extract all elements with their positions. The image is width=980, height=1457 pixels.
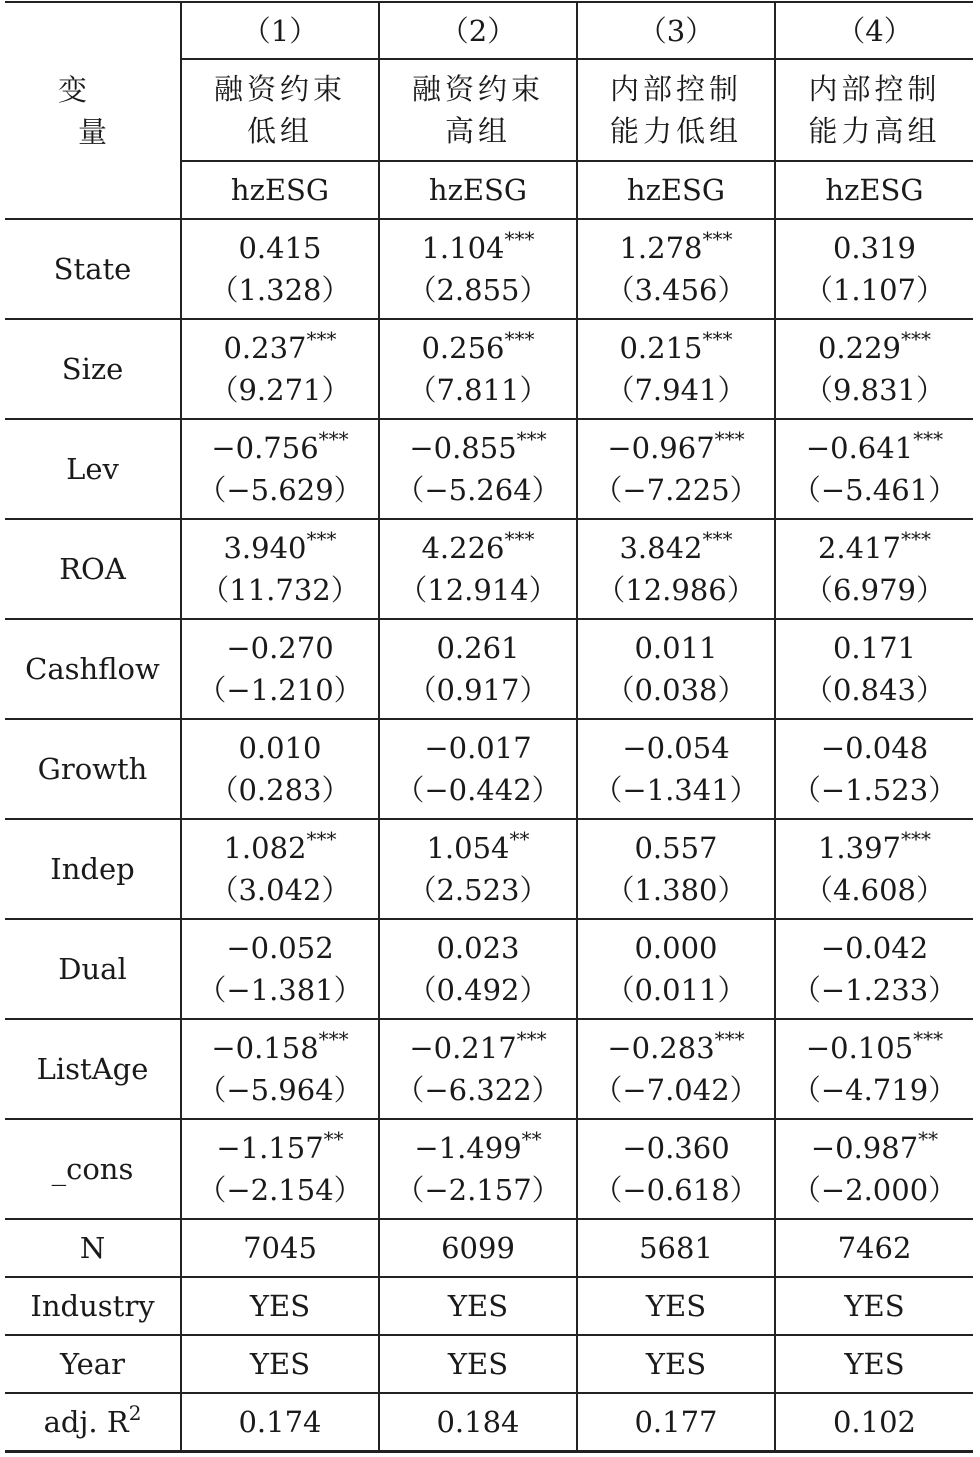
coefficient-value: 0.011 <box>634 631 718 665</box>
adj-r2-row <box>5 1393 973 1452</box>
table-row <box>5 1019 973 1119</box>
coefficient <box>182 927 378 969</box>
coefficient-value: 3.842 <box>619 531 703 565</box>
significance-stars: *** <box>306 327 337 351</box>
coefficient <box>776 927 973 969</box>
summary-row <box>5 1277 973 1335</box>
t-statistic: （11.732） <box>200 573 360 607</box>
coefficient-value: −1.157 <box>216 1131 324 1165</box>
significance-stars: *** <box>702 227 733 251</box>
coefficient-cell <box>379 419 577 519</box>
coefficient-value: −0.270 <box>226 631 334 665</box>
coefficient <box>380 1127 576 1169</box>
coefficient-cell <box>775 1019 973 1119</box>
coefficient <box>380 827 576 869</box>
summary-value: 6099 <box>379 1219 577 1277</box>
t-statistic: （4.608） <box>803 873 946 907</box>
coefficient-value: 0.237 <box>223 331 307 365</box>
coefficient-value: 0.261 <box>436 631 520 665</box>
coefficient <box>776 827 973 869</box>
coefficient-cell <box>379 919 577 1019</box>
t-statistic: （−0.618） <box>593 1173 759 1207</box>
significance-stars: *** <box>714 427 745 451</box>
t-statistic: （3.456） <box>605 273 747 307</box>
coefficient-value: 1.104 <box>421 231 505 265</box>
variable-header-label: 变 量 <box>57 72 147 149</box>
header-row-numbers <box>5 2 973 59</box>
significance-stars: *** <box>702 527 733 551</box>
significance-stars: *** <box>318 427 349 451</box>
t-statistic: （9.831） <box>803 373 946 407</box>
t-statistic: （−1.523） <box>791 773 958 807</box>
significance-stars: *** <box>702 327 733 351</box>
coefficient-value: 1.082 <box>223 831 307 865</box>
coefficient-value: 0.229 <box>817 331 902 365</box>
t-statistic: （−5.629） <box>197 473 363 507</box>
coefficient <box>578 327 774 369</box>
coefficient <box>776 327 973 369</box>
significance-stars: *** <box>306 827 337 851</box>
r2-value: 0.177 <box>577 1393 775 1452</box>
coefficient <box>776 227 973 269</box>
coefficient-cell <box>379 719 577 819</box>
coefficient-value: 0.256 <box>421 331 505 365</box>
coefficient <box>578 427 774 469</box>
coefficient-cell <box>577 419 775 519</box>
col-name: 融资约束 低组 <box>181 59 379 161</box>
significance-stars: *** <box>901 527 932 551</box>
coefficient-cell <box>379 819 577 919</box>
coefficient-value: 0.010 <box>238 731 322 765</box>
significance-stars: *** <box>901 327 932 351</box>
coefficient-value: 0.171 <box>832 631 917 665</box>
coefficient <box>776 427 973 469</box>
coefficient-cell <box>775 1119 973 1219</box>
coefficient-value: 1.054 <box>426 831 510 865</box>
coefficient-value: −0.855 <box>409 431 517 465</box>
t-statistic: （−5.461） <box>791 473 958 507</box>
summary-value: YES <box>379 1335 577 1393</box>
coefficient-value: −0.158 <box>211 1031 319 1065</box>
coefficient-cell <box>181 319 379 419</box>
t-statistic: （−2.157） <box>395 1173 561 1207</box>
summary-value: 7462 <box>775 1219 973 1277</box>
t-statistic: （0.492） <box>407 973 549 1007</box>
significance-stars: ** <box>323 1127 344 1151</box>
t-statistic: （1.107） <box>803 273 946 307</box>
coefficient <box>182 227 378 269</box>
t-statistic: （0.011） <box>605 973 747 1007</box>
t-statistic: （−1.341） <box>593 773 759 807</box>
coefficient-cell <box>577 1119 775 1219</box>
t-statistic: （1.328） <box>209 273 351 307</box>
coefficient-value: 0.557 <box>634 831 718 865</box>
coefficient-cell <box>577 919 775 1019</box>
significance-stars: *** <box>913 1027 944 1051</box>
coefficient <box>776 1027 973 1069</box>
summary-value: YES <box>577 1335 775 1393</box>
summary-value: YES <box>577 1277 775 1335</box>
coefficient-cell <box>181 1119 379 1219</box>
t-statistic: （−2.154） <box>197 1173 363 1207</box>
table-row <box>5 419 973 519</box>
significance-stars: *** <box>516 427 547 451</box>
coefficient <box>578 927 774 969</box>
coefficient-value: 1.278 <box>619 231 703 265</box>
table-row <box>5 919 973 1019</box>
coefficient-value: 0.415 <box>238 231 322 265</box>
coefficient-value: −0.360 <box>622 1131 730 1165</box>
coefficient-cell <box>379 519 577 619</box>
summary-value: YES <box>775 1335 973 1393</box>
coefficient-value: −0.054 <box>622 731 730 765</box>
t-statistic: （−1.381） <box>197 973 363 1007</box>
coefficient-cell <box>775 219 973 319</box>
coefficient-cell <box>181 819 379 919</box>
coefficient <box>182 427 378 469</box>
regression-table <box>5 1 973 1453</box>
summary-value: YES <box>181 1277 379 1335</box>
dependent-variable: hzESG <box>577 161 775 219</box>
significance-stars: ** <box>509 827 530 851</box>
r2-value: 0.184 <box>379 1393 577 1452</box>
col-name: 内部控制 能力高组 <box>775 59 973 161</box>
t-statistic: （−5.964） <box>197 1073 363 1107</box>
t-statistic: （0.283） <box>209 773 351 807</box>
t-statistic: （2.523） <box>407 873 549 907</box>
t-statistic: （1.380） <box>605 873 747 907</box>
coefficient-cell <box>577 519 775 619</box>
coefficient <box>380 627 576 669</box>
coefficient-value: 0.000 <box>634 931 718 965</box>
col-number: （1） <box>181 2 379 59</box>
t-statistic: （−1.233） <box>791 973 958 1007</box>
coefficient-value: 0.319 <box>832 231 917 265</box>
coefficient <box>776 1127 973 1169</box>
coefficient-cell <box>379 1019 577 1119</box>
coefficient-cell <box>577 719 775 819</box>
coefficient-cell <box>577 319 775 419</box>
r2-value: 0.174 <box>181 1393 379 1452</box>
coefficient-value: −0.641 <box>805 431 914 465</box>
row-label: Indep <box>5 819 181 919</box>
coefficient <box>578 1027 774 1069</box>
coefficient-cell <box>775 319 973 419</box>
t-statistic: （−6.322） <box>395 1073 561 1107</box>
t-statistic: （9.271） <box>209 373 351 407</box>
t-statistic: （−0.442） <box>395 773 561 807</box>
row-label: Dual <box>5 919 181 1019</box>
coefficient-cell <box>379 319 577 419</box>
coefficient-cell <box>577 619 775 719</box>
row-label: Lev <box>5 419 181 519</box>
coefficient <box>380 227 576 269</box>
coefficient <box>182 727 378 769</box>
coefficient-cell <box>181 1019 379 1119</box>
t-statistic: （−7.225） <box>593 473 759 507</box>
coefficient <box>182 1127 378 1169</box>
t-statistic: （−4.719） <box>791 1073 958 1107</box>
t-statistic: （0.917） <box>407 673 549 707</box>
col-name: 融资约束 高组 <box>379 59 577 161</box>
t-statistic: （3.042） <box>209 873 351 907</box>
t-statistic: （−5.264） <box>395 473 561 507</box>
coefficient <box>380 327 576 369</box>
variable-header <box>5 2 181 219</box>
coefficient-value: −0.017 <box>424 731 532 765</box>
coefficient-cell <box>577 819 775 919</box>
coefficient-value: 3.940 <box>223 531 307 565</box>
t-statistic: （−7.042） <box>593 1073 759 1107</box>
coefficient-value: −0.105 <box>805 1031 914 1065</box>
t-statistic: （7.811） <box>407 373 549 407</box>
coefficient-cell <box>181 619 379 719</box>
coefficient-value: 0.215 <box>619 331 703 365</box>
coefficient-cell <box>577 219 775 319</box>
coefficient-value: −0.048 <box>820 731 929 765</box>
significance-stars: ** <box>918 1127 939 1151</box>
col-number: （4） <box>775 2 973 59</box>
coefficient-value: 4.226 <box>421 531 505 565</box>
t-statistic: （0.038） <box>605 673 747 707</box>
coefficient <box>182 327 378 369</box>
t-statistic: （0.843） <box>803 673 946 707</box>
t-statistic: （12.986） <box>596 573 756 607</box>
coefficient-value: 0.023 <box>436 931 520 965</box>
coefficient-value: 2.417 <box>817 531 902 565</box>
coefficient-value: −0.052 <box>226 931 334 965</box>
significance-stars: *** <box>504 227 535 251</box>
coefficient-cell <box>379 619 577 719</box>
t-statistic: （6.979） <box>803 573 946 607</box>
coefficient-cell <box>775 519 973 619</box>
coefficient-cell <box>181 519 379 619</box>
significance-stars: *** <box>516 1027 547 1051</box>
coefficient <box>380 1027 576 1069</box>
coefficient-value: 1.397 <box>817 831 902 865</box>
dependent-variable: hzESG <box>181 161 379 219</box>
t-statistic: （−1.210） <box>197 673 363 707</box>
coefficient <box>380 927 576 969</box>
significance-stars: *** <box>913 427 944 451</box>
col-number: （3） <box>577 2 775 59</box>
significance-stars: *** <box>306 527 337 551</box>
coefficient-cell <box>775 619 973 719</box>
summary-value: YES <box>379 1277 577 1335</box>
coefficient-cell <box>775 419 973 519</box>
coefficient-value: −1.499 <box>414 1131 522 1165</box>
coefficient-cell <box>181 419 379 519</box>
table-row <box>5 519 973 619</box>
coefficient-cell <box>379 1119 577 1219</box>
coefficient <box>578 627 774 669</box>
coefficient <box>182 527 378 569</box>
t-statistic: （7.941） <box>605 373 747 407</box>
coefficient-cell <box>577 1019 775 1119</box>
summary-value: YES <box>775 1277 973 1335</box>
coefficient <box>776 627 973 669</box>
col-number: （2） <box>379 2 577 59</box>
coefficient-value: −0.217 <box>409 1031 517 1065</box>
coefficient <box>182 827 378 869</box>
col-name: 内部控制 能力低组 <box>577 59 775 161</box>
coefficient <box>380 727 576 769</box>
coefficient-cell <box>181 919 379 1019</box>
row-label: N <box>5 1219 181 1277</box>
coefficient <box>578 827 774 869</box>
row-label: Cashflow <box>5 619 181 719</box>
row-label: Year <box>5 1335 181 1393</box>
coefficient <box>776 727 973 769</box>
table-row <box>5 319 973 419</box>
row-label: _cons <box>5 1119 181 1219</box>
coefficient-value: −0.987 <box>810 1131 919 1165</box>
row-label: Industry <box>5 1277 181 1335</box>
coefficient <box>578 1127 774 1169</box>
coefficient-cell <box>181 219 379 319</box>
r2-value: 0.102 <box>775 1393 973 1452</box>
significance-stars: ** <box>521 1127 542 1151</box>
row-label: adj. $R^2$ <box>5 1393 181 1452</box>
coefficient-value: −0.283 <box>607 1031 715 1065</box>
row-label: Size <box>5 319 181 419</box>
coefficient <box>182 1027 378 1069</box>
summary-value: YES <box>181 1335 379 1393</box>
t-statistic: （−2.000） <box>791 1173 958 1207</box>
coefficient-cell <box>775 819 973 919</box>
table-row <box>5 219 973 319</box>
dependent-variable: hzESG <box>775 161 973 219</box>
coefficient <box>578 727 774 769</box>
coefficient-cell <box>775 719 973 819</box>
coefficient-cell <box>379 219 577 319</box>
coefficient <box>380 527 576 569</box>
table-row <box>5 1119 973 1219</box>
coefficient-cell <box>775 919 973 1019</box>
coefficient <box>182 627 378 669</box>
table-row <box>5 619 973 719</box>
significance-stars: *** <box>318 1027 349 1051</box>
coefficient-cell <box>181 719 379 819</box>
row-label: ROA <box>5 519 181 619</box>
row-label: Growth <box>5 719 181 819</box>
significance-stars: *** <box>504 327 535 351</box>
row-label: ListAge <box>5 1019 181 1119</box>
t-statistic: （12.914） <box>398 573 558 607</box>
summary-value: 5681 <box>577 1219 775 1277</box>
table-row <box>5 819 973 919</box>
coefficient <box>578 527 774 569</box>
t-statistic: （2.855） <box>407 273 549 307</box>
coefficient-value: −0.967 <box>607 431 715 465</box>
table-row <box>5 719 973 819</box>
significance-stars: *** <box>504 527 535 551</box>
summary-row <box>5 1335 973 1393</box>
row-label: State <box>5 219 181 319</box>
coefficient <box>578 227 774 269</box>
summary-value: 7045 <box>181 1219 379 1277</box>
significance-stars: *** <box>901 827 932 851</box>
dependent-variable: hzESG <box>379 161 577 219</box>
coefficient <box>776 527 973 569</box>
coefficient-value: −0.042 <box>820 931 929 965</box>
summary-row <box>5 1219 973 1277</box>
significance-stars: *** <box>714 1027 745 1051</box>
coefficient <box>380 427 576 469</box>
coefficient-value: −0.756 <box>211 431 319 465</box>
